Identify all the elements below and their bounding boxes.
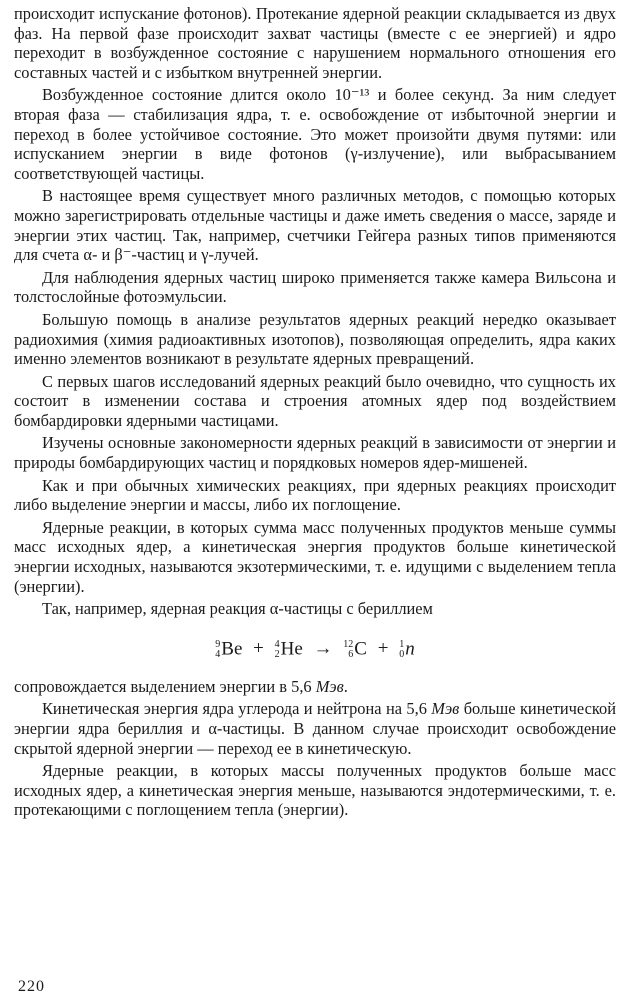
paragraph-kinetic-energy	[14, 699, 616, 758]
paragraph-10: Так, например, ядерная реакция α-частицы с бериллием	[42, 599, 433, 619]
charge-number: 4	[215, 648, 221, 660]
plus-sign: +	[377, 638, 389, 660]
energy-unit: Мэв	[315, 676, 344, 696]
nuclide-neutron	[399, 629, 415, 670]
paragraph-3: В настоящее время существует много различных методов, с помощью которых можно зарегистрировать отдельные частицы и даже иметь сведения о массе, заряде и энергии этих частиц. Так, например, счетчики Гейгера разных типов применяются для счета α- и β⁻-частиц и γ-лучей.	[14, 186, 616, 265]
mass-number: 12	[343, 638, 354, 650]
paragraph-4: Для наблюдения ядерных частиц широко применяется также камера Вильсона и толстослойные фотоэмульсии.	[14, 267, 616, 307]
text-fragment: больше кинетической энергии ядра бериллия и α-частицы. В данном случае происходит освобождение скрытой ядерной энергии — переход ее в кинетическую.	[14, 699, 616, 758]
paragraph-7: Изучены основные закономерности ядерных реакций в зависимости от энергии и природы бомбардирующих частиц и порядковых номеров ядер-мишеней.	[14, 433, 616, 473]
element-symbol: Be	[221, 638, 243, 660]
text-fragment: .	[343, 676, 348, 696]
text-fragment: сопровождается выделением энергии в 5,6	[14, 676, 316, 696]
mass-number: 4	[274, 638, 280, 650]
arrow-sign: →	[313, 638, 333, 660]
paragraph-9: Ядерные реакции, в которых сумма масс полученных продуктов меньше суммы масс исходных ядер, а кинетическая энергия продуктов больше кинетической энергии исходных, называются экзотермическими, т. е. идущими с выделением тепла (энергии).	[14, 517, 616, 596]
nuclide-beryllium	[215, 629, 242, 670]
page-number: 220	[18, 978, 45, 995]
charge-number: 0	[399, 648, 405, 660]
element-symbol: C	[354, 638, 367, 660]
element-symbol: He	[280, 638, 303, 660]
paragraph-1: происходит испускание фотонов). Протекание ядерной реакции складывается из двух фаз. На первой фазе происходит захват частицы (вместе с ее энергией) и ядро переходит в возбужденное состояние с нарушением нормального отношения его составных частей и с избытком внутренней энергии.	[14, 4, 616, 82]
plus-sign: +	[253, 638, 264, 660]
energy-unit: Мэв	[431, 699, 460, 719]
nuclear-reaction-equation	[14, 629, 616, 669]
charge-number: 6	[348, 648, 354, 660]
paragraph-endothermic: Ядерные реакции, в которых массы полученных продуктов больше масс исходных ядер, а кинетическая энергия меньше, называются эндотермическими, т. е. протекающими с поглощением тепла (энергии).	[14, 761, 616, 820]
paragraph-2: Возбужденное состояние длится около 10⁻¹³ и более секунд. За ним следует вторая фаза — стабилизация ядра, т. е. освобождение от избыточной энергии и переход в более устойчивое состояние. Это может произойти двумя путями: или испусканием энергии в виде фотонов (γ-излучение), или выбрасыванием соответствующей частицы.	[14, 85, 616, 183]
paragraph-6: С первых шагов исследований ядерных реакций было очевидно, что сущность их состоит в изменении состава и строения атомных ядер под воздействием бомбардировки ядерными частицами.	[14, 371, 616, 430]
paragraph-after-equation	[14, 677, 616, 697]
mass-number: 9	[215, 638, 221, 650]
paragraph-8: Как и при обычных химических реакциях, при ядерных реакциях происходит либо выделение энергии и массы, либо их поглощение.	[14, 475, 616, 515]
text-fragment: Кинетическая энергия ядра углерода и нейтрона на 5,6	[42, 699, 432, 719]
nuclide-carbon	[343, 629, 367, 670]
paragraph-5: Большую помощь в анализе результатов ядерных реакций нередко оказывает радиохимия (химия радиоактивных изотопов), позволяющая определить, ядра каких именно элементов возникают в результате ядерных превращений.	[14, 309, 616, 369]
element-symbol: n	[405, 638, 415, 660]
charge-number: 2	[274, 648, 280, 660]
mass-number: 1	[399, 638, 405, 650]
nuclide-helium	[275, 629, 303, 670]
